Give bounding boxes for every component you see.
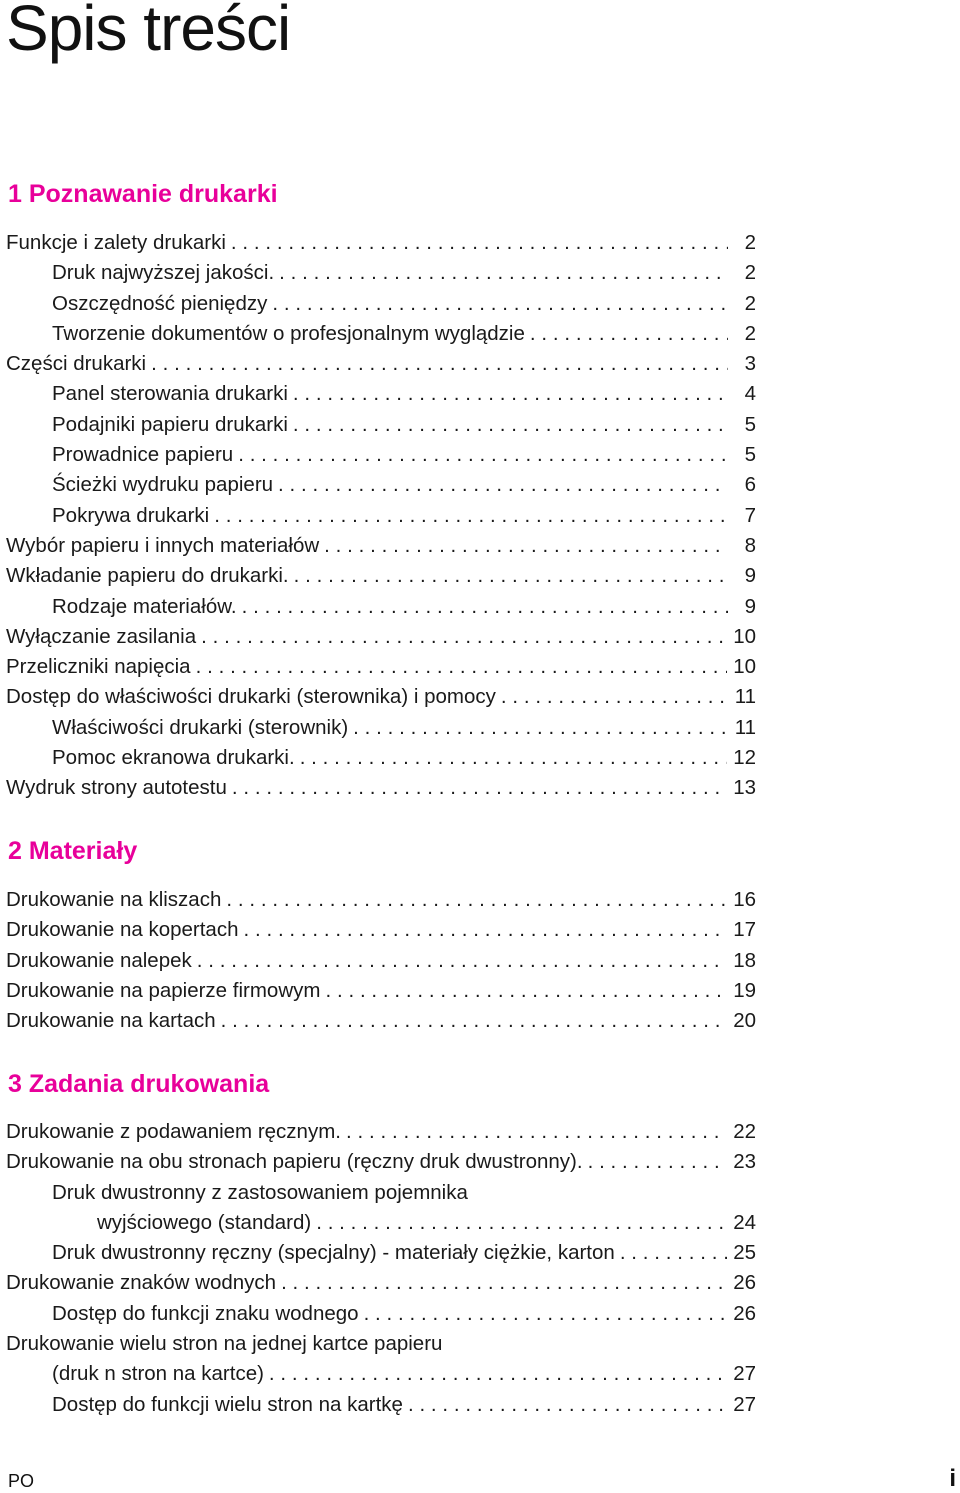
toc-entry-page-number: 27 [733,1392,756,1416]
dot-leader [221,885,727,915]
dot-leader [295,743,728,773]
toc-entry-row [6,1006,756,1036]
toc-entry-page-number: 4 [744,382,756,406]
toc-entry-row [52,1299,756,1329]
toc-entry-row [6,773,756,803]
dot-leader [226,228,728,258]
toc-entry-page-number: 17 [733,918,756,942]
toc-entry-title: Właściwości drukarki (sterownik) [52,715,349,739]
toc-entry-page-number: 10 [733,655,756,679]
toc-entry-row [6,349,756,379]
toc-entry-page-number: 7 [744,503,756,527]
toc-entry-row [6,228,756,258]
toc-entry-row [52,258,756,288]
toc-entry[interactable] [0,1299,960,1329]
toc-entry[interactable] [0,531,960,561]
toc-entry[interactable] [0,1238,960,1268]
toc-entry-title: Druk dwustronny ręczny (specjalny) - materiały ciężkie, karton [52,1241,615,1265]
toc-entry[interactable] [0,1178,960,1208]
toc-entry-row [52,1178,756,1208]
dot-leader [311,1208,727,1238]
toc-entry-page-number: 12 [733,746,756,770]
toc-entry[interactable] [0,319,960,349]
toc-entry[interactable] [0,289,960,319]
dot-leader [274,258,728,288]
toc-entry-page-number: 24 [733,1210,756,1234]
dot-leader [583,1147,728,1177]
toc-entry-row [52,713,756,743]
toc-entry[interactable] [0,743,960,773]
dot-leader [233,440,728,470]
toc-entry-title: Drukowanie na kliszach [6,888,222,911]
toc-entry-row [52,289,756,319]
toc-entry-title: Drukowanie na kartach [6,1009,216,1033]
dot-leader [216,1006,728,1036]
toc-entry[interactable] [0,1390,960,1420]
toc-entry-row [52,1238,756,1268]
toc-entry-page-number: 22 [733,1120,756,1143]
toc-entry-page-number: 16 [733,888,756,911]
toc-entry-title: Przeliczniki napięcia [6,655,191,679]
toc-entry[interactable] [0,1147,960,1177]
toc-entry-title: Druk dwustronny z zastosowaniem pojemnika [52,1180,468,1204]
footer-page-number: i [949,1465,956,1492]
toc-entry[interactable] [0,592,960,622]
toc-entry-row [6,622,756,652]
dot-leader [348,713,728,743]
toc-entry-page-number: 11 [734,685,756,709]
dot-leader [403,1390,727,1420]
toc-entry[interactable] [0,773,960,803]
toc-entry-page-number: 5 [744,443,756,467]
dot-leader [227,773,727,803]
toc-entry-page-number: 8 [744,533,756,557]
toc-entry-row [52,410,756,440]
toc-entry-row [97,1208,756,1238]
toc-entry-title: Drukowanie na kopertach [6,918,239,942]
toc-entry-row [52,1359,756,1389]
toc-entry[interactable] [0,410,960,440]
toc-entry-title: Tworzenie dokumentów o profesjonalnym wyglądzie [52,321,525,345]
toc-entry-title: (druk n stron na kartce) [52,1362,264,1386]
dot-leader [273,470,728,500]
dot-leader [276,1268,727,1298]
dot-leader [288,379,728,409]
toc-entry-row [52,1390,756,1420]
toc-entry-row [6,682,756,712]
toc-list [0,1117,960,1420]
toc-entry-title: Podajniki papieru drukarki [52,412,288,436]
toc-entry[interactable] [0,501,960,531]
dot-leader [289,561,728,591]
dot-leader [196,622,727,652]
toc-entry[interactable] [0,1006,960,1036]
toc-entry-title: Dostęp do funkcji znaku wodnego [52,1301,359,1325]
toc-entry-title: Wyłączanie zasilania [6,624,197,648]
toc-entry-title: Wkładanie papieru do drukarki. [6,564,289,588]
toc-entry-title: Pokrywa drukarki [52,503,210,527]
dot-leader [264,1359,727,1389]
toc-entry[interactable] [0,1268,960,1298]
dot-leader [192,946,727,976]
toc-entry-title: Rodzaje materiałów. [52,594,237,618]
toc-entry-title: Wybór papieru i innych materiałów [6,533,320,557]
toc-entry-page-number: 26 [733,1271,756,1295]
toc-entry-page-number: 25 [733,1241,756,1265]
toc-entry-page-number: 26 [733,1301,756,1325]
toc-entry-title: Drukowanie na obu stronach papieru (ręczny druk dwustronny). [6,1150,583,1174]
toc-entry-row [52,470,756,500]
toc-entry-row [52,743,756,773]
toc-entry[interactable] [0,561,960,591]
toc-entry-title: Drukowanie nalepek [6,948,192,972]
toc-entry-title: Drukowanie wielu stron na jednej kartce papieru [6,1332,443,1356]
dot-leader [341,1117,727,1147]
toc-entry-title: Drukowanie na papierze firmowym [6,978,321,1002]
toc-entry-row [52,319,756,349]
toc-entry-title: Drukowanie z podawaniem ręcznym. [6,1120,341,1143]
toc-entry-title: Prowadnice papieru [52,443,234,467]
toc-entry-page-number: 5 [744,412,756,436]
dot-leader [267,289,728,319]
toc-entry-page-number: 13 [733,776,756,800]
toc-entry[interactable] [0,258,960,288]
footer-language-code: PO [8,1471,35,1491]
toc-entry-row [6,946,756,976]
dot-leader [191,652,728,682]
toc-entry-title: Pomoc ekranowa drukarki. [52,746,295,770]
toc-entry[interactable] [0,1208,960,1238]
toc-entry-page-number: 19 [733,978,756,1002]
toc-entry[interactable] [0,228,960,258]
toc-entry[interactable] [0,470,960,500]
toc-entry-row [6,1329,756,1359]
page-title: Spis treści [6,0,291,64]
toc-entry-row [6,976,756,1006]
toc-entry-page-number: 2 [744,231,756,254]
toc-entry-row [52,379,756,409]
toc-entry-row [6,885,756,915]
dot-leader [320,976,727,1006]
toc-entry[interactable] [0,885,960,915]
toc-entry-row [6,652,756,682]
toc-entry[interactable] [0,713,960,743]
dot-leader [615,1238,727,1268]
toc-entry-title: Części drukarki [6,352,147,376]
dot-leader [237,592,728,622]
toc-entry-row [6,1268,756,1298]
toc-entry[interactable] [0,1359,960,1389]
toc-entry[interactable] [0,946,960,976]
toc-entry-page-number: 2 [744,261,756,285]
toc-entry-page-number: 23 [733,1150,756,1174]
toc-entry-page-number: 2 [744,321,756,345]
toc-entry-row [6,1117,756,1147]
toc-entry-title: Oszczędność pieniędzy [52,291,268,315]
toc-entry[interactable] [0,379,960,409]
toc-entry[interactable] [0,1329,960,1359]
toc-entry[interactable] [0,622,960,652]
toc-entry-page-number: 18 [733,948,756,972]
toc-entry-row [6,531,756,561]
toc-entry[interactable] [0,1117,960,1147]
toc-entry-title: wyjściowego (standard) [97,1210,312,1234]
toc-entry[interactable] [0,915,960,945]
toc-entry-title: Dostęp do funkcji wielu stron na kartkę [52,1392,403,1416]
toc-entry-page-number: 9 [744,594,756,618]
toc-entry-page-number: 11 [734,715,756,739]
toc-list [0,885,960,1036]
toc-entry-page-number: 10 [733,624,756,648]
toc-entry-row [52,440,756,470]
toc-entry-row [52,592,756,622]
toc-entry[interactable] [0,349,960,379]
dot-leader [359,1299,728,1329]
toc-entry[interactable] [0,976,960,1006]
toc-entry-page-number: 2 [744,291,756,315]
toc-entry[interactable] [0,652,960,682]
toc-entry[interactable] [0,682,960,712]
toc-entry-page-number: 9 [744,564,756,588]
chapter-title: 2 Materiały [8,837,138,865]
toc-entry-row [6,915,756,945]
toc-entry-row [6,1147,756,1177]
toc-entry[interactable] [0,440,960,470]
toc-entry-page-number: 27 [733,1362,756,1386]
dot-leader [238,915,727,945]
toc-entry-title: Ścieżki wydruku papieru [52,473,274,497]
toc-entry-row [6,561,756,591]
dot-leader [496,682,728,712]
toc-entry-title: Drukowanie znaków wodnych [6,1271,277,1295]
toc-entry-page-number: 3 [744,352,756,376]
toc-entry-title: Funkcje i zalety drukarki [6,231,226,254]
toc-entry-page-number: 20 [733,1009,756,1033]
chapter-title: 3 Zadania drukowania [8,1070,270,1098]
toc-entry-title: Panel sterowania drukarki [52,382,288,406]
dot-leader [525,319,728,349]
toc-entry-row [52,501,756,531]
dot-leader [209,501,728,531]
dot-leader [288,410,728,440]
chapter-title: 1 Poznawanie drukarki [8,180,278,208]
dot-leader [146,349,728,379]
toc-list [0,228,960,804]
toc-entry-page-number: 6 [744,473,756,497]
toc-entry-title: Wydruk strony autotestu [6,776,227,800]
toc-entry-title: Druk najwyższej jakości. [52,261,275,285]
dot-leader [319,531,728,561]
toc-entry-title: Dostęp do właściwości drukarki (sterownika) i pomocy [6,685,496,709]
